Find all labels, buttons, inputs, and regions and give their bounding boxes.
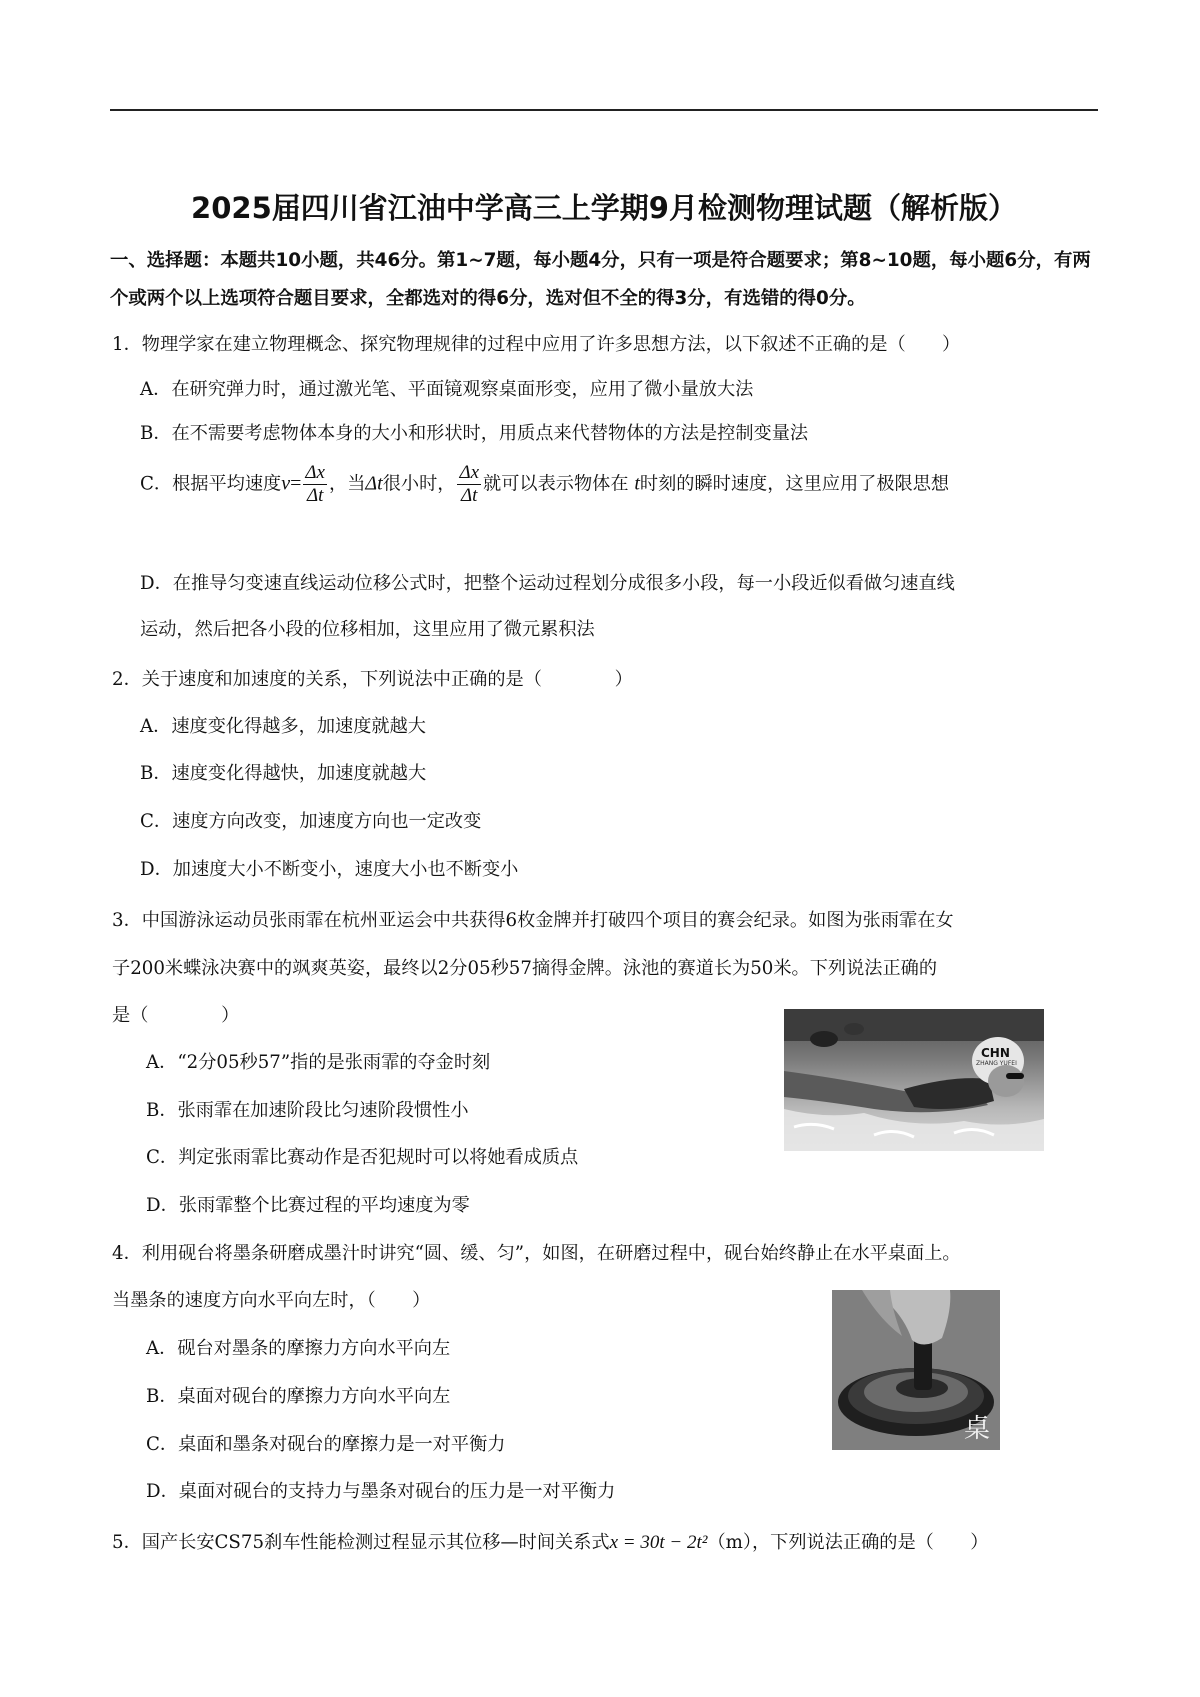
cap-name: ZHANG YUFEI — [976, 1060, 1017, 1067]
option-c-text-3: 很小时， — [382, 473, 456, 495]
question-2-option-b: B．速度变化得越快，加速度就越大 — [140, 763, 427, 784]
question-1-option-d-line2: 运动，然后把各小段的位移相加，这里应用了微元累积法 — [140, 619, 595, 640]
inkstone-photo — [832, 1290, 1000, 1450]
question-5-text-2: （m），下列说法正确的是（ ） — [707, 1532, 989, 1553]
question-4-option-b: B．桌面对砚台的摩擦力方向水平向左 — [146, 1386, 451, 1407]
question-1-option-b: B．在不需要考虑物体本身的大小和形状时，用质点来代替物体的方法是控制变量法 — [140, 423, 809, 444]
question-4-stem-line1: 4．利用砚台将墨条研磨成墨汁时讲究“圆、缓、匀”，如图，在研磨过程中，砚台始终静止在水平桌面上。 — [112, 1243, 961, 1264]
question-1-option-d-line1: D．在推导匀变速直线运动位移公式时，把整个运动过程划分成很多小段，每一小段近似看做匀速直线 — [140, 573, 955, 594]
question-5-stem — [112, 1531, 988, 1555]
option-c-text-5: 时刻的瞬时速度，这里应用了极限思想 — [639, 473, 950, 495]
question-2-stem: 2．关于速度和加速度的关系，下列说法中正确的是（ ） — [112, 669, 633, 690]
question-1-option-c — [140, 462, 949, 507]
question-4-option-d: D．桌面对砚台的支持力与墨条对砚台的压力是一对平衡力 — [146, 1481, 616, 1502]
fraction-dx-dt — [303, 462, 327, 507]
question-4-option-a: A．砚台对墨条的摩擦力方向水平向左 — [146, 1338, 451, 1359]
question-3-option-a: A．“2分05秒57”指的是张雨霏的夺金时刻 — [146, 1052, 491, 1073]
section-heading: 一、选择题：本题共10小题，共46分。第1~7题，每小题4分，只有一项是符合题要求；第8~10题，每小题6分，有两个或两个以上选项符合题目要求，全都选对的得6分，选对但不全的得3分，有选错的得0分。 — [110, 250, 1091, 309]
question-3-option-c: C．判定张雨霏比赛动作是否犯规时可以将她看成质点 — [146, 1147, 579, 1168]
swimmer-illustration — [784, 1009, 1044, 1151]
header-rule — [110, 109, 1098, 111]
question-4-option-c: C．桌面和墨条对砚台的摩擦力是一对平衡力 — [146, 1434, 506, 1455]
question-2-option-a: A．速度变化得越多，加速度就越大 — [140, 716, 426, 737]
cap-label: CHN — [981, 1046, 1010, 1060]
question-3-stem-line3: 是（ ） — [112, 1005, 240, 1026]
fraction-denominator: Δt — [306, 485, 324, 506]
fraction-denominator-2: Δt — [461, 485, 478, 506]
equals-sign: = — [290, 472, 302, 495]
question-3-stem-line1: 3．中国游泳运动员张雨霏在杭州亚运会中共获得6枚金牌并打破四个项目的赛会纪录。如图为张雨霏在女 — [112, 910, 954, 931]
fraction-numerator-2: Δx — [459, 462, 480, 483]
swimmer-photo — [784, 1009, 1044, 1151]
question-4-stem-line2: 当墨条的速度方向水平向左时，（ ） — [112, 1290, 431, 1311]
option-c-text-1: C．根据平均速度 — [140, 473, 282, 495]
question-2-option-c: C．速度方向改变，加速度方向也一定改变 — [140, 811, 482, 832]
question-3-option-b: B．张雨霏在加速阶段比匀速阶段惯性小 — [146, 1100, 469, 1121]
question-2-option-d: D．加速度大小不断变小，速度大小也不断变小 — [140, 859, 519, 880]
page-title: 2025届四川省江油中学高三上学期9月检测物理试题（解析版） — [191, 191, 1017, 225]
question-1-stem: 1．物理学家在建立物理概念、探究物理规律的过程中应用了许多思想方法，以下叙述不正确的是（ ） — [112, 334, 961, 355]
displacement-formula: x = 30t − 2t² — [609, 1532, 708, 1553]
option-c-text-4: 就可以表示物体在 — [483, 473, 629, 495]
inkstone-image-label: 桌 — [964, 1414, 991, 1444]
question-1-option-a: A．在研究弹力时，通过激光笔、平面镜观察桌面形变，应用了微小量放大法 — [140, 379, 754, 400]
time-symbol: t — [634, 472, 640, 495]
option-c-text-2: ，当 — [329, 473, 366, 495]
delta-t-symbol: Δt — [365, 472, 383, 495]
question-5-text-1: 5．国产长安CS75刹车性能检测过程显示其位移—时间关系式 — [112, 1532, 610, 1553]
question-3-option-d: D．张雨霏整个比赛过程的平均速度为零 — [146, 1195, 470, 1216]
fraction-dx-dt-2 — [457, 462, 481, 507]
velocity-symbol: v — [281, 472, 291, 495]
question-3-stem-line2: 子200米蝶泳决赛中的飒爽英姿，最终以2分05秒57摘得金牌。泳池的赛道长为50米。下列说法正确的 — [112, 958, 938, 979]
fraction-numerator: Δx — [305, 462, 325, 483]
